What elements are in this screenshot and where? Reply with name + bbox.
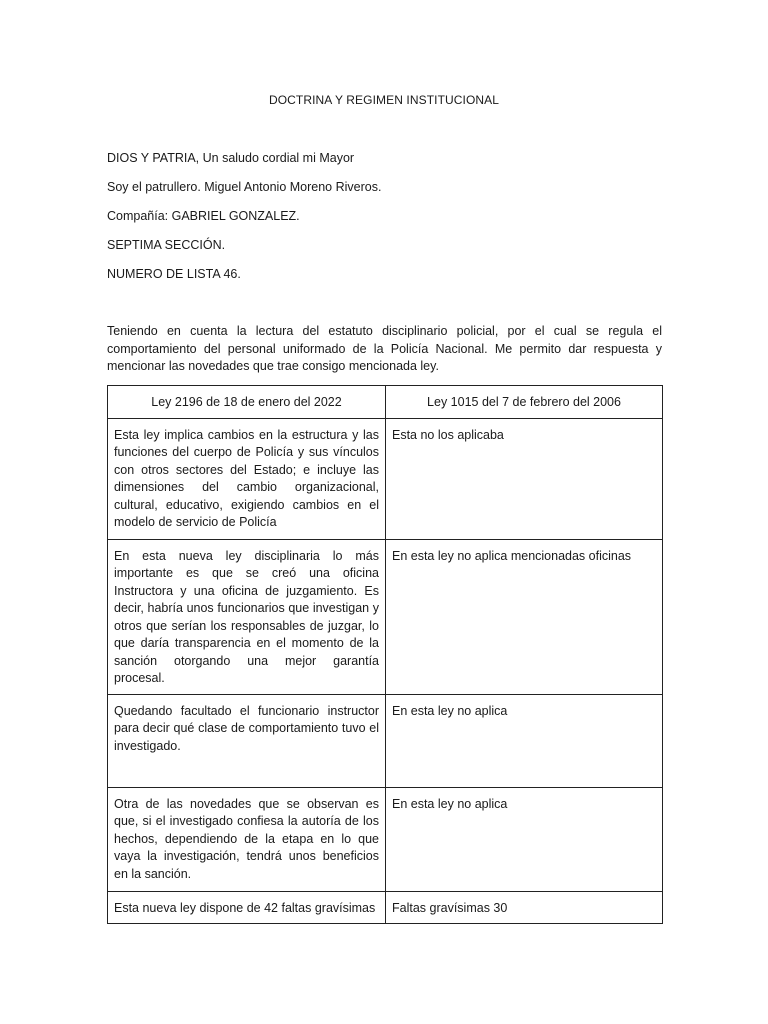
header-ley-2196: Ley 2196 de 18 de enero del 2022 — [108, 386, 386, 419]
document-title: DOCTRINA Y REGIMEN INSTITUCIONAL — [268, 93, 500, 107]
row-2-ley-1015: En esta ley no aplica mencionadas oficinas — [386, 539, 663, 694]
row-4-ley-1015: En esta ley no aplica — [386, 787, 663, 891]
section-line: SEPTIMA SECCIÓN. — [107, 238, 226, 252]
table-row — [108, 418, 663, 539]
row-4-ley-2196: Otra de las novedades que se observan es que, si el investigado confiesa la autoría de los hechos, dependiendo de la etapa en lo que vaya la investigación, tendrá unos beneficios en la sanción. — [108, 787, 386, 891]
row-5-ley-1015: Faltas gravísimas 30 — [386, 891, 663, 924]
intro-paragraph: Teniendo en cuenta la lectura del estatuto disciplinario policial, por el cual se regula el comportamiento del personal uniformado de la Policía Nacional. Me permito dar respuesta y mencionar las novedades que trae consigo mencionada ley. — [107, 324, 662, 373]
list-number-line: NUMERO DE LISTA 46. — [107, 267, 241, 281]
table-row — [108, 891, 663, 924]
header-ley-1015: Ley 1015 del 7 de febrero del 2006 — [386, 386, 663, 419]
table-row — [108, 787, 663, 891]
row-5-ley-2196: Esta nueva ley dispone de 42 faltas gravísimas — [108, 891, 386, 924]
table-row — [108, 539, 663, 694]
row-3-ley-2196: Quedando facultado el funcionario instructor para decir qué clase de comportamiento tuvo el investigado. — [108, 694, 386, 787]
author-line: Soy el patrullero. Miguel Antonio Moreno Riveros. — [107, 180, 382, 194]
company-line: Compañía: GABRIEL GONZALEZ. — [107, 209, 300, 223]
table-row — [108, 694, 663, 787]
table-header-row — [108, 386, 663, 419]
row-1-ley-2196: Esta ley implica cambios en la estructura y las funciones del cuerpo de Policía y sus vínculos con otros sectores del Estado; e incluye las dimensiones del cambio organizacional, cultural, educativo, exigiendo cambios en el modelo de servicio de Policía — [108, 418, 386, 539]
row-2-ley-2196: En esta nueva ley disciplinaria lo más importante es que se creó una oficina Instructora y una oficina de juzgamiento. Es decir, habría unos funcionarios que investigan y otros que serían los responsables de juzgar, lo que daría transparencia en el momento de la sanción otorgando una mejor garantía procesal. — [108, 539, 386, 694]
row-3-ley-1015: En esta ley no aplica — [386, 694, 663, 787]
comparison-table — [107, 385, 663, 924]
row-1-ley-1015: Esta no los aplicaba — [386, 418, 663, 539]
greeting-line: DIOS Y PATRIA, Un saludo cordial mi Mayor — [107, 151, 355, 165]
